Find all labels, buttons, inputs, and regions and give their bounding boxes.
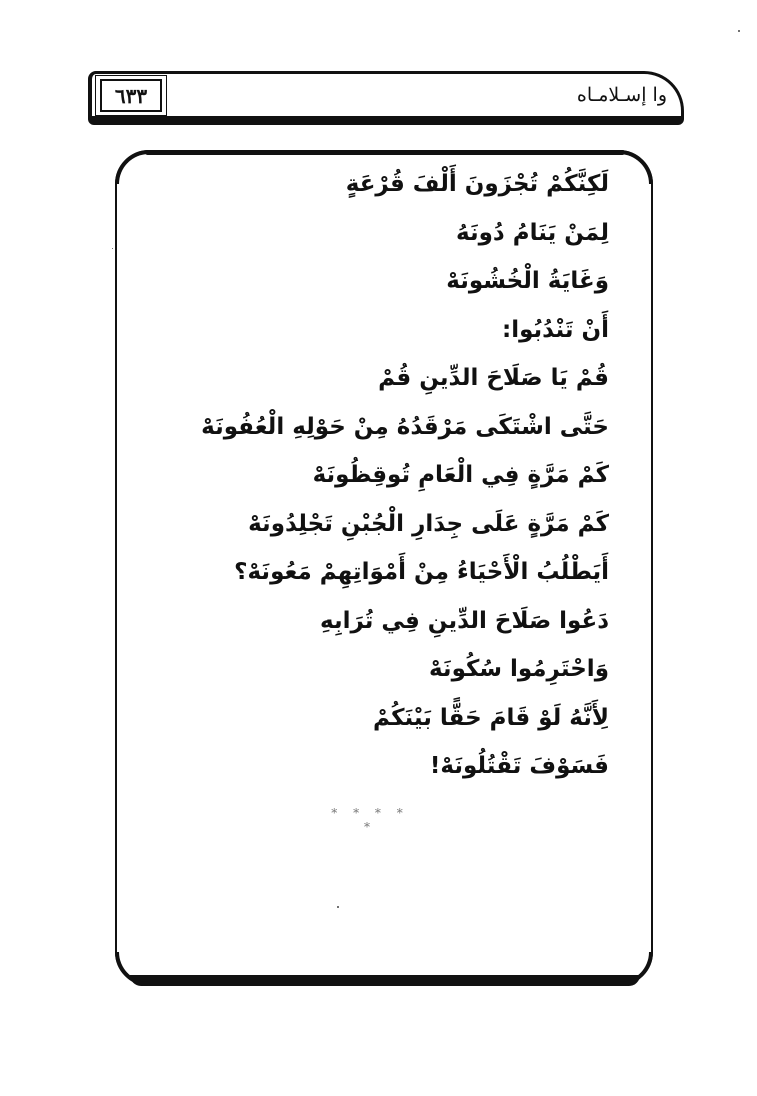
scan-speck xyxy=(738,30,740,32)
scan-speck xyxy=(337,906,339,908)
verse-line: أَنْ تَنْدُبُوا: xyxy=(502,316,609,343)
scan-speck xyxy=(112,248,113,249)
verse-line: أَيَطْلُبُ الْأَحْيَاءُ مِنْ أَمْوَاتِهِمْ مَعُونَهْ؟ xyxy=(234,559,609,585)
verse-line: كَمْ مَرَّةٍ فِي الْعَامِ تُوقِظُونَهْ xyxy=(312,462,609,488)
section-separator: * * * * * xyxy=(331,806,409,834)
frame-top-rule xyxy=(145,150,625,155)
verse-line: فَسَوْفَ تَقْتُلُونَهْ! xyxy=(429,753,609,779)
verse-line: لِأَنَّهُ لَوْ قَامَ حَقًّا بَيْنَكُمْ xyxy=(373,704,609,731)
page-number: ٦٣٣ xyxy=(100,79,162,112)
header-underline xyxy=(88,116,684,125)
running-title: وا إسـلامـاه xyxy=(576,84,667,106)
frame-corner-bottom-left xyxy=(115,952,149,986)
verse-line: حَتَّى اشْتَكَى مَرْقَدُهُ مِنْ حَوْلِهِ الْعُفُونَهْ xyxy=(201,413,609,440)
poem xyxy=(169,160,609,791)
frame-corner-top-left xyxy=(115,150,149,184)
verse-line: وَاحْتَرِمُوا سُكُونَهْ xyxy=(428,656,609,682)
verse-line: وَغَايَةُ الْخُشُونَهْ xyxy=(446,268,609,294)
frame-corner-top-right xyxy=(619,150,653,184)
verse-line: لِمَنْ يَنَامُ دُونَهُ xyxy=(456,219,609,246)
frame-corner-bottom-right xyxy=(619,952,653,986)
verse-line: لَكِنَّكُمْ تُجْزَونَ أَلْفَ قُرْعَةٍ xyxy=(345,171,609,197)
verse-line: كَمْ مَرَّةٍ عَلَى جِدَارِ الْجُبْنِ تَجْلِدُونَهْ xyxy=(248,510,609,537)
frame-bottom-rule xyxy=(130,975,640,986)
verse-line: دَعُوا صَلَاحَ الدِّينِ فِي تُرَابِهِ xyxy=(320,607,609,634)
verse-line: قُمْ يَا صَلَاحَ الدِّينِ قُمْ xyxy=(378,365,609,391)
